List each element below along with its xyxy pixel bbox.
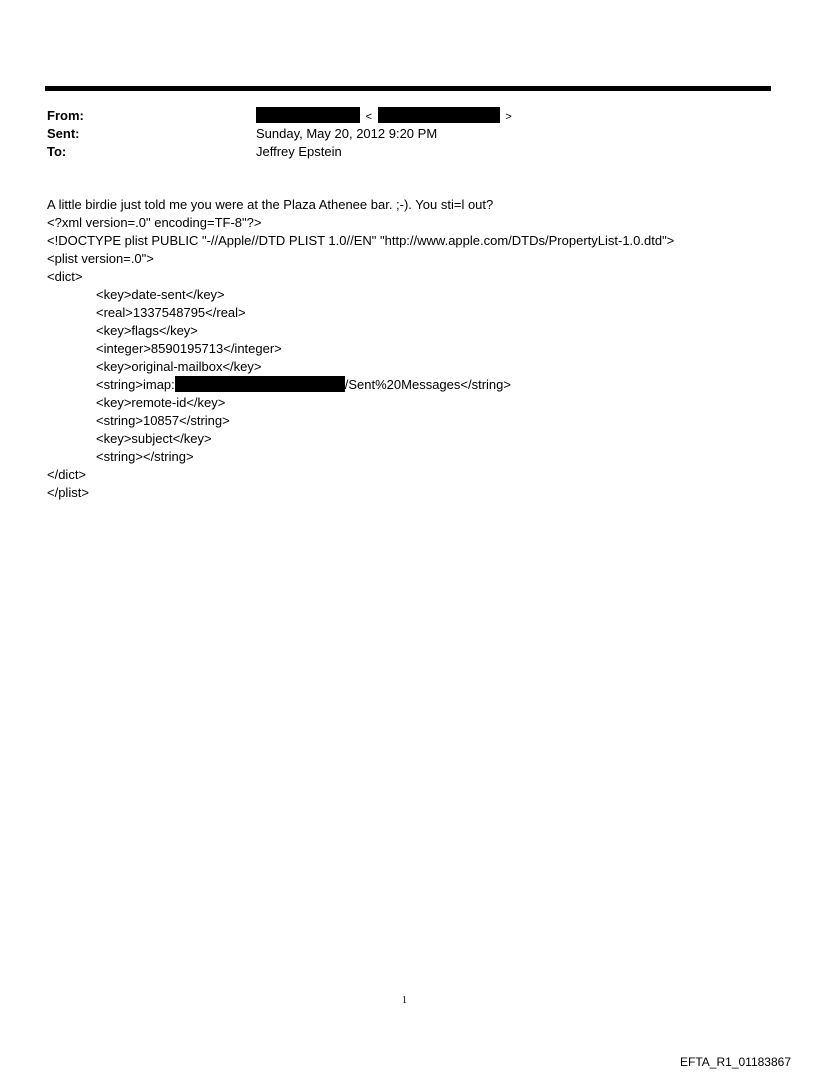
plist-entry-line: <key>subject</key> [96,431,212,446]
from-close-bracket: > [505,111,512,123]
page-number: 1 [402,995,407,1006]
email-body [47,196,787,502]
from-label: From: [47,108,84,123]
header-rule [45,86,771,91]
dict-open-line: <dict> [47,269,83,284]
dict-close-line: </dict> [47,467,87,482]
bates-number: EFTA_R1_01183867 [680,1055,791,1069]
plist-entry-line: <string>10857</string> [96,413,230,428]
xml-declaration-line: <?xml version=.0" encoding=TF-8"?> [47,215,262,230]
plist-entry-line: <real>1337548795</real> [96,305,246,320]
plist-entry-line: <key>date-sent</key> [96,287,225,302]
plist-entry-line: <integer>8590195713</integer> [96,341,282,356]
from-row [47,107,747,125]
plist-entry-line: <key>remote-id</key> [96,395,226,410]
sent-value: Sunday, May 20, 2012 9:20 PM [256,126,438,141]
plist-entry-line: <key>original-mailbox</key> [96,359,262,374]
message-line: A little birdie just told me you were at the Plaza Athenee bar. ;-). You sti=l out? [47,197,494,212]
redacted-sender-name [256,107,360,123]
imap-prefix: <string>imap: [96,377,175,392]
redacted-sender-email [378,107,500,123]
imap-suffix: /Sent%20Messages</string> [344,377,511,392]
plist-entry-line: <key>flags</key> [96,323,198,338]
plist-close-line: </plist> [47,485,89,500]
to-value: Jeffrey Epstein [256,144,342,159]
from-open-bracket: < [365,111,373,123]
plist-entry-line: <string></string> [96,449,194,464]
redacted-mailbox-path [175,376,345,392]
doctype-line: <!DOCTYPE plist PUBLIC "-//Apple//DTD PLIST 1.0//EN" "http://www.apple.com/DTDs/PropertyList-1.0.dtd"> [47,233,675,248]
sent-label: Sent: [47,126,80,141]
imap-string-line [47,376,787,394]
to-label: To: [47,144,67,159]
sent-row [47,125,747,143]
from-value [256,107,514,126]
plist-open-line: <plist version=.0"> [47,251,154,266]
to-row [47,143,747,161]
